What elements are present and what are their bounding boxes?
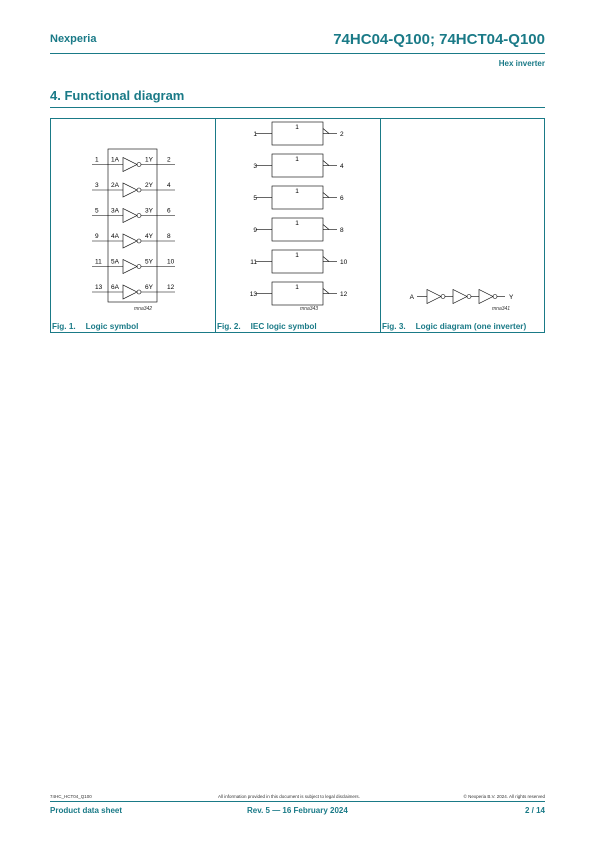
figure-code: mna342 xyxy=(134,306,153,312)
figure-caption-text: Logic symbol xyxy=(85,322,139,331)
output-label: Y xyxy=(509,294,514,301)
figure-number: Fig. 1. xyxy=(52,322,76,331)
pin-input-number: 13 xyxy=(249,291,257,298)
inverter-triangle xyxy=(123,183,137,197)
iec-gate-function-label: 1 xyxy=(295,156,299,163)
pin-input-name: 2A xyxy=(111,182,119,189)
pin-input-number: 9 xyxy=(95,233,99,240)
negation-indicator xyxy=(323,129,329,134)
pin-input-number: 13 xyxy=(95,284,103,291)
pin-output-number: 6 xyxy=(167,207,171,215)
inverter-triangle xyxy=(123,285,137,299)
logic-diagram xyxy=(381,119,544,332)
pin-input-name: 4A xyxy=(111,233,119,240)
pin-output-name: 5Y xyxy=(145,258,153,266)
pin-output-name: 4Y xyxy=(145,233,153,240)
pin-output-number: 4 xyxy=(167,182,171,189)
figure-logic-symbol xyxy=(50,118,216,333)
footer-copyright: © Nexperia B.V. 2024. All rights reserved xyxy=(463,794,545,799)
pin-input-number: 5 xyxy=(253,195,257,202)
iec-gate-function-label: 1 xyxy=(295,124,299,131)
footer-doc-id: 74HC_HCT04_Q100 xyxy=(50,794,92,799)
section-title: 4. Functional diagram xyxy=(50,88,185,103)
figure-number: Fig. 3. xyxy=(382,322,406,331)
pin-input-number: 3 xyxy=(95,182,99,189)
figure-caption-text: IEC logic symbol xyxy=(250,322,317,331)
pin-output-name: 2Y xyxy=(145,182,153,189)
pin-output-number: 2 xyxy=(167,156,171,164)
negation-indicator xyxy=(323,257,329,262)
inverter-triangle xyxy=(479,290,493,304)
footer-disclaimer: All information provided in this document is subject to legal disclaimers. xyxy=(218,794,360,799)
header-rule xyxy=(50,53,545,54)
document-title: 74HC04-Q100; 74HCT04-Q100 xyxy=(333,31,545,48)
pin-input-name: 5A xyxy=(111,258,119,266)
pin-output-number: 10 xyxy=(167,258,175,266)
inverter-triangle xyxy=(427,290,441,304)
figure-code: mna341 xyxy=(492,306,511,312)
header-brand: Nexperia xyxy=(50,33,97,45)
inverter-triangle xyxy=(123,234,137,248)
input-label: A xyxy=(409,294,414,301)
inverter-triangle xyxy=(123,260,137,274)
figure-caption xyxy=(217,322,317,331)
pin-output-number: 8 xyxy=(340,227,344,234)
inverter-triangle xyxy=(123,158,137,172)
iec-logic-symbol-diagram xyxy=(216,119,380,332)
iec-gate-function-label: 1 xyxy=(295,220,299,227)
pin-input-number: 9 xyxy=(253,227,257,234)
pin-output-name: 3Y xyxy=(145,207,153,215)
figure-code: mna343 xyxy=(300,306,319,312)
negation-indicator xyxy=(323,225,329,230)
pin-output-name: 1Y xyxy=(145,156,153,164)
iec-gate-function-label: 1 xyxy=(295,284,299,291)
pin-output-number: 10 xyxy=(340,259,348,266)
logic-symbol-diagram xyxy=(51,119,215,332)
figure-caption xyxy=(382,322,526,331)
figure-logic-diagram xyxy=(380,118,545,333)
figure-iec-logic-symbol xyxy=(215,118,381,333)
pin-input-name: 3A xyxy=(111,207,119,215)
pin-input-name: 6A xyxy=(111,284,119,291)
pin-output-number: 6 xyxy=(340,195,344,202)
pin-output-number: 12 xyxy=(340,291,348,298)
negation-indicator xyxy=(323,289,329,294)
pin-input-number: 11 xyxy=(250,259,257,266)
pin-output-number: 4 xyxy=(340,163,344,170)
pin-output-number: 2 xyxy=(340,131,344,138)
pin-input-number: 11 xyxy=(95,258,102,266)
pin-output-name: 6Y xyxy=(145,284,153,291)
section-rule xyxy=(50,107,545,108)
footer-revision: Rev. 5 — 16 February 2024 xyxy=(247,806,348,815)
pin-input-number: 5 xyxy=(95,207,99,215)
inverter-triangle xyxy=(123,209,137,223)
pin-output-number: 12 xyxy=(167,284,175,291)
document-subtitle: Hex inverter xyxy=(498,59,545,68)
iec-gate-function-label: 1 xyxy=(295,252,299,259)
pin-input-number: 1 xyxy=(95,156,99,164)
figure-number: Fig. 2. xyxy=(217,322,241,331)
pin-output-number: 8 xyxy=(167,233,171,240)
inverter-triangle xyxy=(453,290,467,304)
negation-indicator xyxy=(323,193,329,198)
figure-caption xyxy=(52,322,138,331)
pin-input-number: 3 xyxy=(253,163,257,170)
ic-package-outline xyxy=(108,149,157,302)
pin-input-name: 1A xyxy=(111,156,119,164)
footer-rule xyxy=(50,801,545,802)
figure-caption-text: Logic diagram (one inverter) xyxy=(415,322,527,331)
pin-input-number: 1 xyxy=(253,131,257,138)
negation-indicator xyxy=(323,161,329,166)
iec-gate-function-label: 1 xyxy=(295,188,299,195)
footer-doc-type: Product data sheet xyxy=(50,806,123,815)
footer-page-number: 2 / 14 xyxy=(524,806,545,815)
